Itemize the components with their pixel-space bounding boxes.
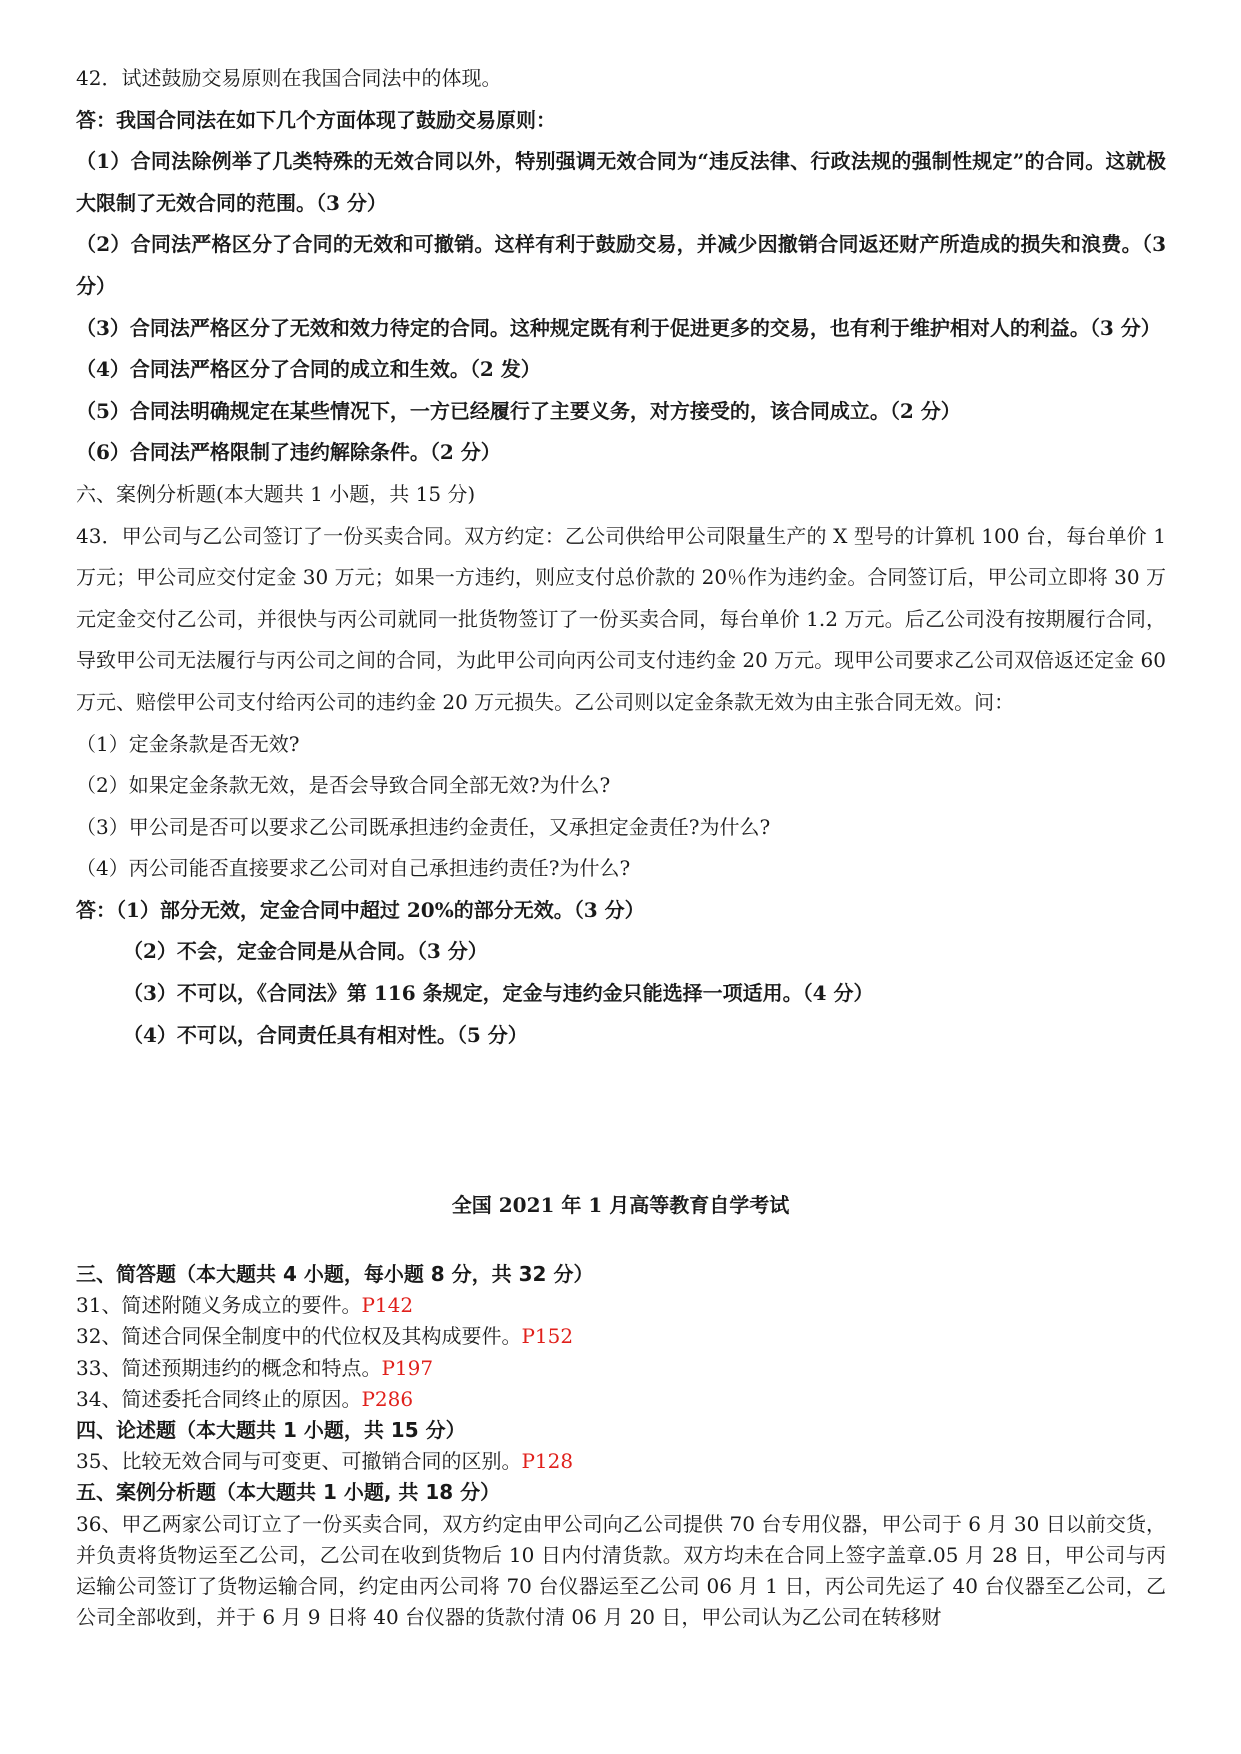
- page-reference: P197: [381, 1355, 434, 1380]
- question-text: 31、简述附随义务成立的要件。: [76, 1293, 362, 1318]
- section-2021-exam: [76, 1259, 1166, 1633]
- question-item: [76, 1384, 1166, 1415]
- q42-point: （5）合同法明确规定在某些情况下，一方已经履行了主要义务，对方接受的，该合同成立。（2 分）: [76, 398, 961, 423]
- question-item: [76, 1353, 1166, 1384]
- q43-question: （2）如果定金条款无效，是否会导致合同全部无效?为什么?: [76, 773, 611, 798]
- page-reference: P142: [361, 1293, 414, 1318]
- section6-heading: 六、案例分析题(本大题共 1 小题，共 15 分): [76, 481, 476, 506]
- page-reference: P128: [521, 1449, 574, 1474]
- question-item: [76, 1446, 1166, 1477]
- q43-answer: （2）不会，定金合同是从合同。（3 分）: [123, 939, 488, 964]
- q43-answer: 答：（1）部分无效，定金合同中超过 20%的部分无效。（3 分）: [76, 897, 645, 922]
- q43-answer: （3）不可以，《合同法》第 116 条规定，定金与违约金只能选择一项适用。（4 分）: [123, 981, 874, 1006]
- question-text: 34、简述委托合同终止的原因。: [76, 1386, 362, 1411]
- question-text: 32、简述合同保全制度中的代位权及其构成要件。: [76, 1324, 522, 1349]
- section4-heading: 四、论述题（本大题共 1 小题，共 15 分）: [76, 1418, 466, 1443]
- q42-question: 42．试述鼓励交易原则在我国合同法中的体现。: [76, 66, 502, 90]
- q42-point: （4）合同法严格区分了合同的成立和生效。（2 发）: [76, 357, 541, 382]
- exam-title: 全国 2021 年 1 月高等教育自学考试: [451, 1193, 790, 1217]
- q42-point: （6）合同法严格限制了违约解除条件。（2 分）: [76, 440, 501, 465]
- q42-point: （2）合同法严格区分了合同的无效和可撤销。这样有利于鼓励交易，并减少因撤销合同返还财产所造成的损失和浪费。（3 分）: [76, 232, 1166, 298]
- page-reference: P286: [361, 1386, 414, 1411]
- question-text: 33、简述预期违约的概念和特点。: [76, 1355, 382, 1380]
- q43-answer: （4）不可以，合同责任具有相对性。（5 分）: [123, 1022, 528, 1047]
- q36-case: 36、甲乙两家公司订立了一份买卖合同，双方约定由甲公司向乙公司提供 70 台专用仪器，甲公司于 6 月 30 日以前交货，并负责将货物运至乙公司，乙公司在收到货物后 10 日内付清货款。双方均未在合同上签字盖章.05 月 28 日，甲公司与丙运输公司签订了货物运输合同，约定由丙公司将 70 台仪器运至乙公司 06 月 1 日，丙公司先运了 40 台仪器至乙公司，乙公司全部收到，并于 6 月 9 日将 40 台仪器的货款付清 06 月 20 日，甲公司认为乙公司在转移财: [76, 1511, 1166, 1630]
- page-reference: P152: [521, 1324, 574, 1349]
- q43-question: （3）甲公司是否可以要求乙公司既承担违约金责任，又承担定金责任?为什么?: [76, 814, 771, 839]
- q42-point: （3）合同法严格区分了无效和效力待定的合同。这种规定既有利于促进更多的交易，也有利于维护相对人的利益。（3 分）: [76, 315, 1161, 340]
- question-item: [76, 1290, 1166, 1321]
- question-text: 35、比较无效合同与可变更、可撤销合同的区别。: [76, 1449, 522, 1474]
- section-q42-q43: [76, 58, 1166, 1056]
- q43-question: （4）丙公司能否直接要求乙公司对自己承担违约责任?为什么?: [76, 856, 631, 881]
- section3-heading: 三、简答题（本大题共 4 小题，每小题 8 分，共 32 分）: [76, 1262, 594, 1286]
- q42-point: （1）合同法除例举了几类特殊的无效合同以外，特别强调无效合同为“违反法律、行政法规的强制性规定”的合同。这就极大限制了无效合同的范围。（3 分）: [76, 149, 1166, 215]
- q43-question: （1）定金条款是否无效?: [76, 731, 300, 756]
- question-item: [76, 1321, 1166, 1352]
- q42-answer-intro: 答：我国合同法在如下几个方面体现了鼓励交易原则：: [76, 107, 556, 132]
- section5-heading: 五、案例分析题（本大题共 1 小题, 共 18 分）: [76, 1480, 501, 1505]
- q43-case: 43．甲公司与乙公司签订了一份买卖合同。双方约定：乙公司供给甲公司限量生产的 X 型号的计算机 100 台，每台单价 1 万元；甲公司应交付定金 30 万元；如果一方违约，则应支付总价款的 20％作为违约金。合同签订后，甲公司立即将 30 万元定金交付乙公司，并很快与丙公司就同一批货物签订了一份买卖合同，每台单价 1.2 万元。后乙公司没有按期履行合同，导致甲公司无法履行与丙公司之间的合同，为此甲公司向丙公司支付违约金 20 万元。现甲公司要求乙公司双倍返还定金 60 万元、赔偿甲公司支付给丙公司的违约金 20 万元损失。乙公司则以定金条款无效为由主张合同无效。问：: [76, 523, 1166, 714]
